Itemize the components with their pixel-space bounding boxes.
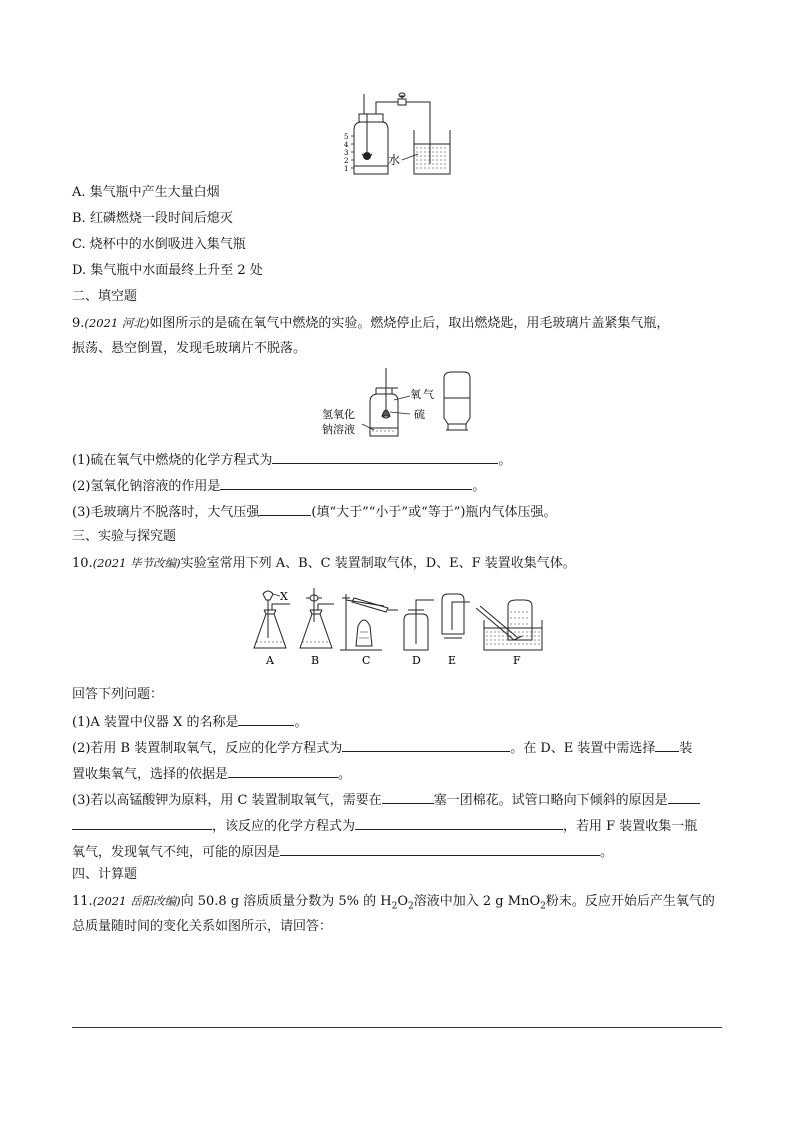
question-9-sub1: (1)硫在氧气中燃烧的化学方程式为 。	[72, 450, 511, 470]
answer-blank[interactable]	[238, 712, 294, 726]
answer-blank[interactable]	[342, 738, 510, 752]
apparatus-f	[476, 600, 542, 650]
question-10-sub2-line2: 置收集氧气，选择的依据是 。	[72, 764, 351, 784]
question-source: (2021 岳阳改编)	[92, 894, 181, 908]
section-heading-experiment: 三、实验与探究题	[72, 529, 177, 544]
apparatus-b	[300, 588, 334, 648]
question-11-stem-line2: 总质量随时间的变化关系如图所示，请回答：	[72, 919, 333, 934]
question-10-sub3-line3: 氧气，发现氧气不纯，可能的原因是 。	[72, 842, 613, 862]
answer-blank[interactable]	[655, 738, 679, 752]
question-10-sub3-line2: ，该反应的化学方程式为 ，若用 F 装置收集一瓶	[72, 816, 697, 836]
question-text: 实验室常用下列 A、B、C 装置制取气体，D、E、F 装置收集气体。	[180, 556, 576, 571]
section-heading-calculation: 四、计算题	[72, 867, 138, 882]
option-d: D. 集气瓶中水面最终上升至 2 处	[72, 263, 263, 278]
question-9-sub2: (2)氢氧化钠溶液的作用是 。	[72, 476, 485, 496]
question-source: (2021 河北)	[84, 316, 150, 330]
option-c: C. 烧杯中的水倒吸进入集气瓶	[72, 237, 246, 252]
answer-blank[interactable]	[382, 790, 434, 804]
water-label: 水	[388, 153, 401, 167]
apparatus-c	[340, 594, 398, 650]
answer-blank[interactable]	[280, 842, 600, 856]
answer-blank[interactable]	[259, 502, 311, 516]
question-11-stem: 11.(2021 岳阳改编)向 50.8 g 溶质质量分数为 5% 的 $H_2O_2$溶液中加入 2 g MnO$_2$粉末。反应开始后产生氧气的	[72, 894, 715, 912]
question-9-sub3: (3)毛玻璃片不脱落时，大气压强 (填“大于”“小于”或“等于”)瓶内气体压强。	[72, 502, 556, 522]
answer-intro: 回答下列问题：	[72, 687, 164, 702]
scale-mark-2: 2	[344, 157, 349, 165]
answer-blank[interactable]	[272, 450, 498, 464]
question-10-sub1: (1)A 装置中仪器 X 的名称是 。	[72, 712, 307, 732]
gas-bottle	[370, 368, 398, 436]
oxygen-label: 氧气	[410, 388, 436, 401]
gas-collecting-bottle	[354, 94, 388, 174]
label-f: F	[513, 654, 521, 667]
label-x: X	[280, 590, 288, 603]
question-9-stem	[72, 314, 669, 333]
question-10-sub2: (2)若用 B 装置制取氧气，反应的化学方程式为 。在 D、E 装置中需选择 装	[72, 738, 692, 758]
label-d: D	[412, 654, 421, 667]
question-10-stem	[72, 554, 576, 573]
inverted-bottle	[444, 372, 470, 430]
question-10-sub3: (3)若以高锰酸钾为原料，用 C 装置制取氧气，需要在 塞一团棉花。试管口略向下倾斜的原因是	[72, 790, 700, 810]
sulfur-label: 硫	[414, 408, 425, 421]
apparatus-e	[442, 594, 470, 638]
question-number: 9.	[72, 316, 85, 331]
answer-blank[interactable]	[72, 816, 212, 830]
label-e: E	[448, 654, 457, 667]
question-9-stem-line2: 振荡、悬空倒置，发现毛玻璃片不脱落。	[72, 341, 307, 356]
scale-mark-1: 1	[344, 165, 349, 173]
scale-mark-5: 5	[344, 133, 349, 141]
label-a: A	[266, 654, 274, 667]
sulfur-combustion-figure	[322, 368, 482, 440]
apparatus-d	[404, 600, 434, 650]
answer-blank[interactable]	[220, 476, 472, 490]
option-b: B. 红磷燃烧一段时间后熄灭	[72, 211, 233, 226]
question-number: 11.	[72, 894, 93, 909]
answer-blank[interactable]	[355, 816, 563, 830]
scale-mark-4: 4	[344, 141, 349, 149]
answer-blank[interactable]	[228, 764, 338, 778]
label-b: B	[311, 654, 320, 667]
lab-apparatus-figure	[250, 586, 550, 670]
naoh-label-2: 钠溶液	[322, 423, 355, 436]
question-number: 10.	[72, 556, 93, 571]
label-c: C	[362, 654, 371, 667]
answer-blank[interactable]	[668, 790, 700, 804]
section-heading-fill-blank: 二、填空题	[72, 289, 138, 304]
question-text: 如图所示的是硫在氧气中燃烧的实验。燃烧停止后，取出燃烧匙，用毛玻璃片盖紧集气瓶，	[149, 316, 670, 331]
water-beaker	[414, 130, 450, 174]
question-source: (2021 毕节改编)	[92, 556, 181, 570]
connecting-tube	[376, 93, 430, 164]
option-a: A. 集气瓶中产生大量白烟	[72, 185, 220, 200]
scale-mark-3: 3	[344, 149, 349, 157]
naoh-label-1: 氢氧化	[322, 408, 355, 421]
page-footer-rule	[72, 1027, 722, 1028]
phosphorus-apparatus-figure	[340, 92, 460, 182]
